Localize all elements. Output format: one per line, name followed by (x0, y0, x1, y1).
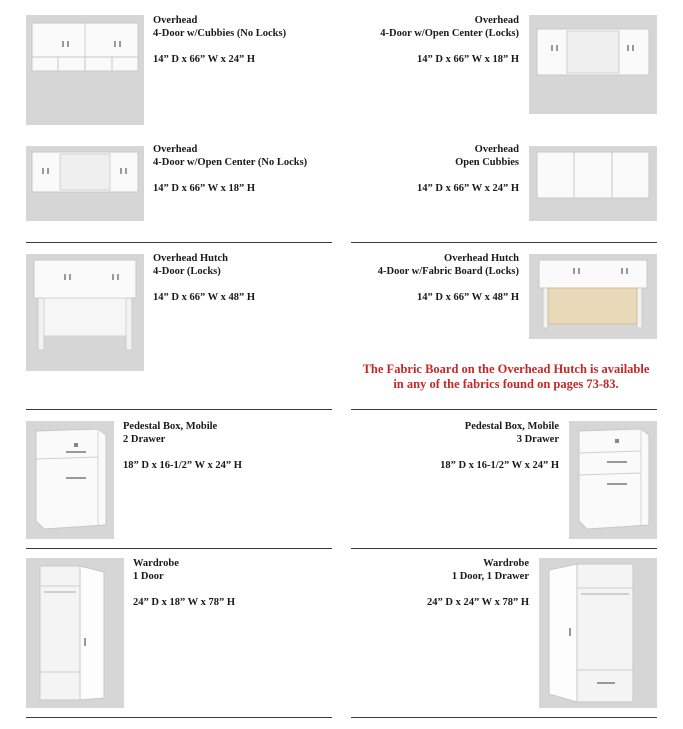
divider (351, 548, 657, 549)
product-subtitle: 4-Door w/Open Center (Locks) (380, 28, 519, 39)
overhead-cubbies-image (26, 15, 144, 125)
overhead-open-cubbies-image (529, 146, 657, 221)
product-title: Pedestal Box, Mobile (123, 421, 218, 432)
product-wardrobe-1-door (133, 557, 235, 609)
product-dimensions: 14” D x 66” W x 18” H (153, 183, 255, 194)
product-dimensions: 14” D x 66” W x 18” H (417, 54, 519, 65)
fabric-note-line2: in any of the fabrics found on pages 73-83. (393, 377, 619, 391)
wardrobe-1-door-image (26, 558, 124, 708)
product-subtitle: 4-Door w/Open Center (No Locks) (153, 157, 308, 168)
product-subtitle: Open Cubbies (455, 157, 519, 168)
product-dimensions: 18” D x 16-1/2” W x 24” H (440, 460, 559, 471)
divider (26, 548, 332, 549)
divider (351, 717, 657, 718)
product-dimensions: 14” D x 66” W x 24” H (417, 183, 519, 194)
product-dimensions: 18” D x 16-1/2” W x 24” H (123, 460, 242, 471)
product-subtitle: 2 Drawer (123, 434, 166, 445)
pedestal-2-drawer-image (26, 421, 114, 539)
product-title: Pedestal Box, Mobile (464, 421, 559, 432)
product-title: Overhead (474, 144, 519, 155)
product-pedestal-3-drawer (440, 420, 559, 472)
product-overhead-cubbies (153, 14, 286, 66)
product-title: Overhead (153, 15, 198, 26)
product-dimensions: 24” D x 24” W x 78” H (427, 597, 529, 608)
product-dimensions: 24” D x 18” W x 78” H (133, 597, 235, 608)
product-overhead-open-cubbies (417, 143, 519, 195)
product-pedestal-2-drawer (123, 420, 242, 472)
product-subtitle: 3 Drawer (516, 434, 559, 445)
product-title: Wardrobe (133, 558, 179, 569)
product-title: Overhead (474, 15, 519, 26)
product-title: Overhead Hutch (153, 253, 228, 264)
product-subtitle: 1 Door (133, 571, 164, 582)
product-subtitle: 4-Door (Locks) (153, 266, 221, 277)
overhead-hutch-image (26, 254, 144, 371)
product-title: Wardrobe (483, 558, 529, 569)
product-title: Overhead (153, 144, 198, 155)
product-subtitle: 4-Door w/Cubbies (No Locks) (153, 28, 287, 39)
fabric-note-line1: The Fabric Board on the Overhead Hutch is available (362, 362, 650, 376)
fabric-note (348, 362, 664, 392)
overhead-open-center-locks-image (529, 15, 657, 114)
product-overhead-hutch-fabric (378, 252, 519, 304)
divider (26, 242, 332, 243)
product-wardrobe-1-door-1-drawer (427, 557, 529, 609)
product-subtitle: 4-Door w/Fabric Board (Locks) (377, 266, 519, 277)
divider (26, 717, 332, 718)
product-dimensions: 14” D x 66” W x 48” H (153, 292, 255, 303)
product-overhead-hutch (153, 252, 255, 304)
product-dimensions: 14” D x 66” W x 24” H (153, 54, 255, 65)
divider (351, 242, 657, 243)
overhead-hutch-fabric-image (529, 254, 657, 339)
product-dimensions: 14” D x 66” W x 48” H (417, 292, 519, 303)
divider (26, 409, 332, 410)
product-overhead-open-center-no-locks (153, 143, 307, 195)
pedestal-3-drawer-image (569, 421, 657, 539)
divider (351, 409, 657, 410)
product-subtitle: 1 Door, 1 Drawer (451, 571, 529, 582)
product-overhead-open-center-locks (380, 14, 519, 66)
product-title: Overhead Hutch (444, 253, 519, 264)
wardrobe-1-door-1-drawer-image (539, 558, 657, 708)
overhead-open-center-no-locks-image (26, 146, 144, 221)
